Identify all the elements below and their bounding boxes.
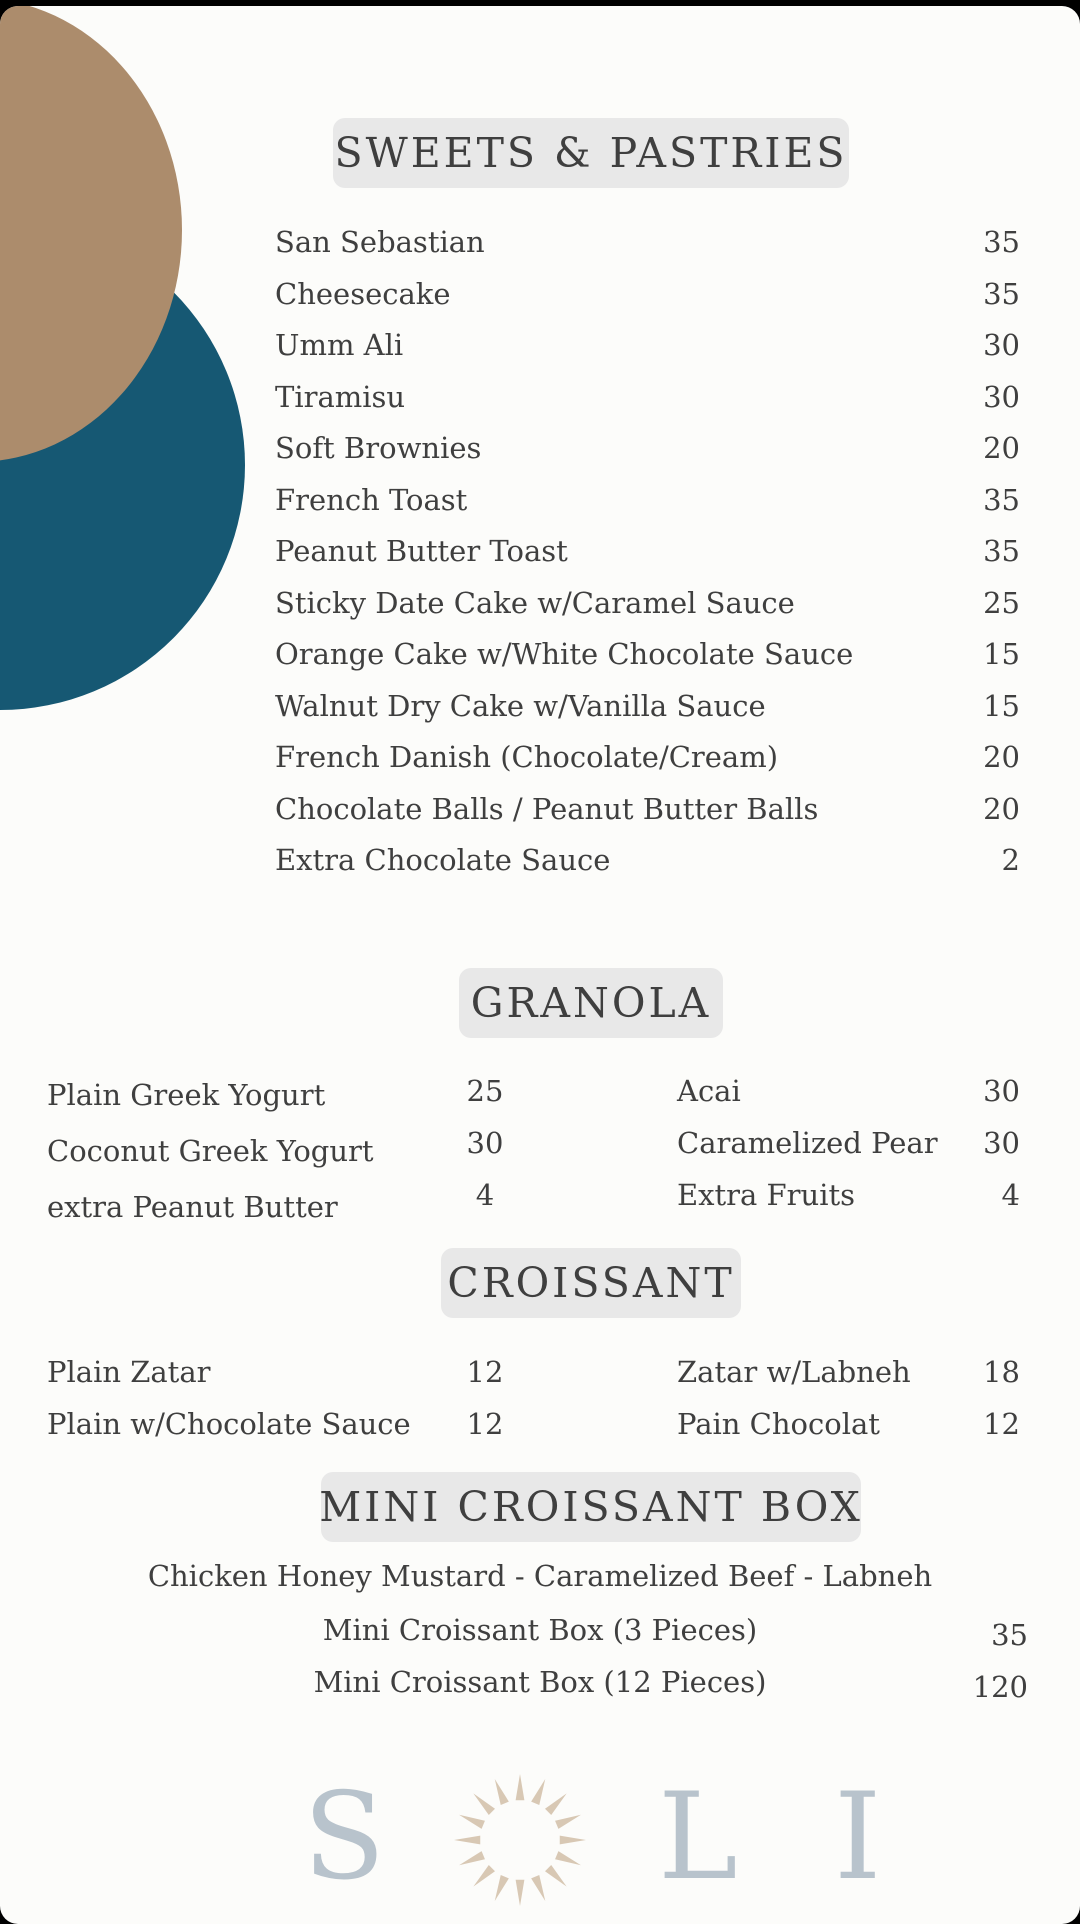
menu-item-price: 12 — [983, 1407, 1020, 1441]
menu-item-price: 30 — [983, 328, 1020, 362]
menu-item-name: Extra Chocolate Sauce — [275, 843, 611, 877]
croissant-section-title: CROISSANT — [441, 1248, 741, 1318]
menu-item-price: 12 — [466, 1407, 504, 1441]
menu-item-name: San Sebastian — [275, 225, 485, 259]
menu-item-price: 25 — [466, 1074, 504, 1108]
sun-ray — [459, 1815, 485, 1829]
menu-item-name: French Toast — [275, 482, 468, 517]
sun-ray — [473, 1865, 495, 1887]
menu-item-name: Plain Zatar — [47, 1355, 211, 1389]
menu-item-price: 30 — [983, 1074, 1020, 1108]
menu-item-name: Plain w/Chocolate Sauce — [47, 1407, 411, 1441]
sun-ray — [545, 1793, 567, 1815]
menu-item-price: 12 — [466, 1355, 504, 1389]
menu-item-price: 35 — [983, 534, 1020, 568]
menu-item-price: 4 — [1001, 1178, 1020, 1212]
menu-item-price: 35 — [991, 1618, 1028, 1652]
menu-item-name: Orange Cake w/White Chocolate Sauce — [275, 637, 854, 671]
menu-item-name: Cheesecake — [275, 276, 451, 311]
menu-item-name: Chocolate Balls / Peanut Butter Balls — [275, 791, 819, 826]
sun-ray — [473, 1793, 495, 1815]
sun-icon — [452, 1772, 588, 1908]
menu-item-name: Peanut Butter Toast — [275, 534, 568, 568]
menu-item-name: Plain Greek Yogurt — [47, 1078, 326, 1112]
sun-ray — [545, 1865, 567, 1887]
sun-ray — [516, 1774, 525, 1800]
menu-item-name: Zatar w/Labneh — [677, 1355, 911, 1389]
menu-item-name: Mini Croissant Box (12 Pieces) — [313, 1665, 767, 1699]
menu-item-price: 15 — [983, 688, 1020, 723]
menu-item-name: Extra Fruits — [677, 1178, 856, 1212]
menu-item-name: Tiramisu — [275, 379, 406, 414]
menu-item-price: 30 — [983, 1126, 1020, 1160]
sun-ray — [516, 1880, 525, 1906]
menu-item-price: 25 — [983, 585, 1020, 620]
menu-item-price: 20 — [983, 431, 1020, 465]
menu-item-name: Sticky Date Cake w/Caramel Sauce — [275, 585, 795, 620]
menu-item-price: 35 — [983, 276, 1020, 311]
menu-item-price: 18 — [983, 1355, 1020, 1389]
menu-item-name: Coconut Greek Yogurt — [47, 1134, 374, 1168]
menu-item-price: 20 — [983, 791, 1020, 826]
menu-item-name: Acai — [677, 1074, 741, 1108]
granola-section-title: GRANOLA — [459, 968, 723, 1038]
sun-ray — [454, 1836, 480, 1845]
menu-item-name: Pain Chocolat — [677, 1407, 880, 1441]
logo-letter-s: S — [303, 1768, 386, 1907]
menu-item-price: 35 — [983, 482, 1020, 517]
menu-item-name: Caramelized Pear — [677, 1126, 938, 1160]
menu-item-price: 35 — [983, 225, 1020, 259]
menu-item-name: Walnut Dry Cake w/Vanilla Sauce — [275, 688, 766, 723]
sun-ray — [495, 1875, 509, 1901]
sun-ray — [495, 1779, 509, 1805]
menu-item-name: French Danish (Chocolate/Cream) — [275, 740, 779, 774]
sun-ray — [459, 1851, 485, 1865]
menu-item-name: Mini Croissant Box (3 Pieces) — [322, 1613, 758, 1647]
sun-ray — [531, 1779, 545, 1805]
menu-item-price: 2 — [1001, 843, 1020, 877]
mini-box-flavors: Chicken Honey Mustard - Caramelized Beef - Labneh — [147, 1559, 933, 1593]
logo-letter-l: L — [658, 1768, 738, 1907]
sun-ray — [531, 1875, 545, 1901]
sun-ray — [560, 1836, 586, 1845]
logo-letter-i: I — [834, 1768, 882, 1907]
menu-item-price: 120 — [972, 1670, 1028, 1704]
menu-item-price: 30 — [466, 1126, 504, 1160]
menu-page — [0, 6, 1080, 1924]
sun-ray — [555, 1851, 581, 1865]
menu-item-price: 15 — [983, 637, 1020, 671]
menu-item-name: Umm Ali — [275, 328, 404, 362]
menu-item-price: 20 — [983, 740, 1020, 774]
menu-item-price: 4 — [475, 1178, 495, 1212]
mini-box-section-title: MINI CROISSANT BOX — [321, 1472, 861, 1542]
menu-item-price: 30 — [983, 379, 1020, 414]
menu-item-name: Soft Brownies — [275, 431, 482, 465]
menu-item-name: extra Peanut Butter — [47, 1190, 338, 1224]
sweets-section-title: SWEETS & PASTRIES — [333, 118, 849, 188]
sun-ray — [555, 1815, 581, 1829]
